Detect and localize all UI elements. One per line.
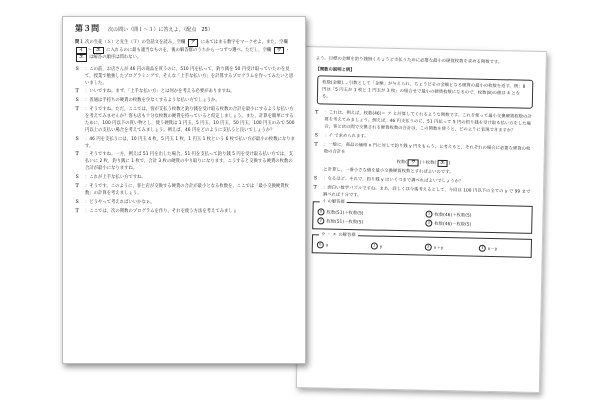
line-text: ：一般に，商品の価格 x 円に対して釣り銭 y 円をもらう，と考えると，それぞれの場合に必要な硬貨の枚数の合計を bbox=[323, 142, 531, 155]
line-text: ：イ で求められます。 bbox=[324, 133, 369, 140]
formula-part: )＋枚数( bbox=[419, 160, 437, 166]
option-text: 枚数(51)＋枚数(5) bbox=[326, 210, 364, 216]
option-text: 枚数(46)－枚数(5) bbox=[434, 221, 472, 228]
question-heading bbox=[75, 25, 295, 34]
speaker: Ｓ bbox=[75, 199, 80, 205]
option-text: x＋y bbox=[433, 245, 444, 251]
line-text: ：いいですね。まず，「上手な払い方」とは何かを考える必要がありますね。 bbox=[85, 89, 235, 95]
answer-group-title: ウ ・ エ の解答群 bbox=[319, 231, 358, 239]
exam-page-right bbox=[296, 46, 547, 393]
line-text: ：どうやって考えればいいかなぁ。 bbox=[85, 199, 155, 205]
option-number: 1 bbox=[425, 210, 432, 217]
line-text: ：この前，お店さんが 46 円の商品を買うのに，510 円を払って，釣り銭を 50 円受け取っていたのを見て，授業で勉強したプログラミングで，そんな「上手な払い方」を計算するプログラムを作ってみたいと思いました。 bbox=[85, 66, 294, 86]
answer-option bbox=[479, 244, 527, 253]
option-number: 3 bbox=[479, 244, 486, 251]
speaker: Ｓ bbox=[75, 175, 80, 181]
dialogue-line bbox=[75, 88, 295, 95]
answer-option bbox=[317, 217, 419, 227]
speaker bbox=[313, 166, 323, 173]
dialogue-line bbox=[75, 199, 295, 206]
option-number: 0 bbox=[317, 241, 324, 248]
option-number: 0 bbox=[317, 208, 324, 215]
formula-part: ) bbox=[448, 160, 451, 166]
blank-e: エ bbox=[93, 47, 104, 55]
q1-text-1: 次の生徒（Ｓ）と先生（Ｔ）の会話文を読み，空欄 bbox=[85, 40, 186, 45]
dialogue-line bbox=[75, 106, 295, 134]
dialogue-line bbox=[75, 208, 295, 215]
speaker: Ｓ bbox=[75, 98, 80, 104]
dialogue-line bbox=[75, 183, 295, 197]
function-label: 【関数の説明と例】 bbox=[315, 67, 355, 74]
speaker: Ｔ bbox=[314, 110, 320, 116]
speaker: Ｔ bbox=[75, 184, 80, 190]
line-text: ：46 円を支払うには，10 円玉 4 枚，5 円玉 1 枚，1 円玉 1 枚という 6 枚で払い方が最小の枚数になります。 bbox=[85, 136, 296, 149]
line-text: ：そうです。このように，客と店が交換する硬貨の合計が最小となる枚数を，ここでは「最小交換硬貨枚数」の計算を考えましょう。 bbox=[85, 184, 289, 197]
option-number: 3 bbox=[425, 219, 432, 226]
answer-group-title: イ の解答群 bbox=[320, 198, 347, 206]
blank-a: ア bbox=[188, 39, 199, 47]
line-text: ：そうですね。ただ，ここでは，客が支払う枚数と釣り銭を受け取る枚数の合計を最小にするような払い方を考えてみませんか？客も店も十分な枚数の硬貨を持っていると仮定しましょう。また，計算を簡単にするために，100 円以下の買い物とし，使う硬貨は 1 円玉，5 円玉，10 円玉，50 円玉，100 円玉のみで 500 円以上の支払い場合を考えてみましょう。例えば，46 円をどのように支払うと良いでしょうか？ bbox=[85, 106, 295, 133]
option-text: 枚数(51)－枚数(5) bbox=[326, 219, 364, 225]
option-text: y bbox=[379, 244, 383, 250]
blank-u-formula: ウ bbox=[408, 159, 419, 167]
option-number: 2 bbox=[425, 243, 432, 250]
line-text: ：なるほど。それで，釣り銭 y はいくつまで調べればよいでしょうか？ bbox=[323, 176, 464, 185]
q1-text-2: にあてはまる数字をマークせよ。また，空欄 bbox=[200, 40, 288, 45]
option-text: x bbox=[325, 243, 329, 249]
blank-e-formula: エ bbox=[437, 159, 448, 167]
speaker: Ｔ bbox=[313, 141, 319, 147]
line-text: ：これは，例えば，枚数(46)＝ ア と計算してくれるような関数です。これを使って最小交換硬貨枚数の計算を考えてみましょう。例えば，46 円支払うのに，51 円払って 5 円の釣り銭を受け取る払い方をした場合，客と店の間で交換される硬貨枚数の合計は，この関数を使うと，どのように表現できますか？ bbox=[324, 110, 532, 134]
q1-text-3: に入れるのに最も適当なものを，後の解答群のうちから一つずつ選べ。ただし，空欄 bbox=[106, 47, 272, 53]
answer-group-i bbox=[312, 201, 533, 234]
line-text: ：普通は手持ちの硬貨の枚数を少なくするような払い方でしょうか。 bbox=[85, 98, 220, 104]
function-definition-box: 枚数(金額)… 引数として「金額」が与えられ，ちょうどその金額となる硬貨の最小の枚数を返す。例：8 円は「5 円玉が 1 枚と 1 円玉が 3 枚」の組合せで最小の硬貨枚数になるので，枚数(8)の値は 4 となる。 bbox=[317, 75, 534, 109]
blank-i: イ bbox=[76, 47, 87, 55]
q1-instructions bbox=[75, 39, 295, 62]
speaker: Ｔ bbox=[75, 208, 80, 214]
answer-option bbox=[371, 242, 419, 251]
dialogue-line bbox=[75, 97, 295, 104]
formula-part: 枚数( bbox=[396, 159, 408, 165]
continued-text: よう。目標の金額を釣り銭無くちょうど支払うために必要な最小の硬貨枚数を求める関数です。 bbox=[315, 56, 503, 66]
q1-dot: ・ bbox=[285, 47, 290, 53]
dialogue-line bbox=[314, 109, 534, 135]
speaker: Ｔ bbox=[312, 184, 318, 191]
dialogue-right bbox=[313, 109, 535, 202]
line-text: と計算し，一番小さな値を最小交換硬貨枚数とすればよいのです。 bbox=[323, 167, 454, 176]
speaker: Ｓ bbox=[75, 136, 80, 142]
blank-e-2: エ bbox=[76, 54, 87, 62]
speaker: Ｓ bbox=[75, 66, 80, 72]
q1-label: 問１ bbox=[75, 40, 84, 45]
speaker: Ｓ bbox=[313, 176, 318, 182]
dialogue-line bbox=[75, 66, 295, 87]
dialogue-line bbox=[75, 174, 295, 181]
speaker: Ｔ bbox=[75, 89, 80, 95]
question-number: 第３問 bbox=[75, 24, 100, 33]
speaker: Ｔ bbox=[75, 152, 80, 158]
line-text: ：面白い数学パズルですね。まあ，詳しくは今後考えるとして，今回は 100 円以下の全ての y で 99 まで調べれば十分です。 bbox=[322, 185, 531, 198]
line-text: ：そうですね。一方，例えば 51 円を出した場合，51 円を支払って釣り銭 5 円を受け取る払い方では，支払いに 2 枚，釣り銭に 1 枚で，合計 3 枚の硬貨のやり取りになります。こうすると交換する硬貨の枚数の合計が最小になりますね。 bbox=[85, 152, 293, 172]
question-instruction: 次の問い（問１〜３）に答えよ。（配点 25） bbox=[108, 27, 213, 33]
option-number: 1 bbox=[371, 242, 378, 249]
dialogue-line bbox=[75, 151, 295, 172]
blank-u: ウ bbox=[274, 47, 285, 55]
speaker: Ｓ bbox=[314, 133, 319, 139]
dialogue-line bbox=[75, 136, 295, 150]
q1-tilde: 〜 bbox=[87, 47, 93, 53]
option-text: x－y bbox=[487, 246, 498, 252]
answer-group-ue bbox=[312, 234, 532, 258]
line-text: ：これが上手な払い方ですね。 bbox=[85, 175, 146, 181]
line-text: ：ここでは，次の関数のプログラムを作り，それを使う方法を考えてみましょ bbox=[85, 208, 238, 214]
answer-option bbox=[317, 241, 365, 250]
answer-option bbox=[425, 219, 527, 229]
dialogue-left bbox=[75, 66, 295, 215]
option-text: 枚数(46)＋枚数(5) bbox=[434, 212, 472, 219]
answer-option bbox=[425, 243, 473, 252]
option-number: 2 bbox=[317, 217, 324, 224]
speaker: Ｔ bbox=[75, 106, 80, 112]
exam-page-left bbox=[62, 16, 306, 364]
q1-text-4: は解答の順序は問わない。 bbox=[89, 55, 142, 60]
